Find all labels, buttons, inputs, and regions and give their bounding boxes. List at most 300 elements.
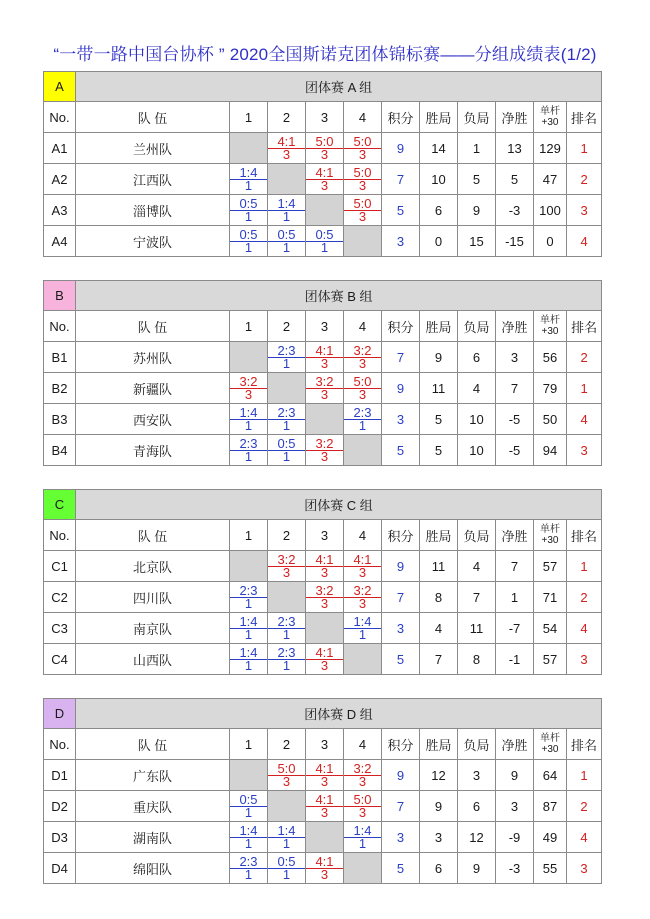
- header-breaks-line2: +30: [541, 744, 559, 755]
- match-score: 5:0: [344, 167, 381, 180]
- team-rank: 1: [567, 551, 602, 582]
- header-opponent-4: 4: [344, 729, 382, 760]
- match-result: [268, 435, 306, 466]
- group-label: B: [44, 281, 76, 311]
- match-points: 3: [358, 773, 367, 789]
- match-score: 3:2: [306, 438, 343, 451]
- match-points: 3: [320, 355, 329, 371]
- team-rank: 3: [567, 853, 602, 884]
- match-points: 3: [320, 595, 329, 611]
- match-result: [306, 644, 344, 675]
- header-lost: 负局: [458, 729, 496, 760]
- header-points: 积分: [382, 311, 420, 342]
- header-opponent-3: 3: [306, 102, 344, 133]
- header-points: 积分: [382, 520, 420, 551]
- team-lost: 4: [458, 373, 496, 404]
- match-points: 1: [282, 208, 291, 224]
- match-result: [344, 342, 382, 373]
- header-opponent-2: 2: [268, 520, 306, 551]
- team-lost: 9: [458, 853, 496, 884]
- match-score: 4:1: [306, 647, 343, 660]
- match-score: 1:4: [268, 198, 305, 211]
- match-result: [306, 760, 344, 791]
- match-score: 3:2: [306, 585, 343, 598]
- team-won: 0: [420, 226, 458, 257]
- header-no: No.: [44, 520, 76, 551]
- team-won: 11: [420, 373, 458, 404]
- team-lost: 1: [458, 133, 496, 164]
- team-no: A1: [44, 133, 76, 164]
- team-points: 7: [382, 342, 420, 373]
- team-won: 9: [420, 342, 458, 373]
- header-opponent-3: 3: [306, 729, 344, 760]
- group-table-b: [43, 280, 602, 466]
- match-points: 1: [282, 866, 291, 882]
- match-result: [230, 435, 268, 466]
- match-score: 1:4: [230, 825, 267, 838]
- team-won: 5: [420, 404, 458, 435]
- team-row: [44, 644, 602, 675]
- group-title: 团体赛 A 组: [76, 72, 602, 102]
- match-points: 1: [244, 417, 253, 433]
- header-breaks-line1: 单杆: [540, 733, 560, 744]
- match-score: 0:5: [230, 229, 267, 242]
- match-score: 5:0: [306, 136, 343, 149]
- team-name: 新疆队: [76, 373, 230, 404]
- team-net: -3: [496, 195, 534, 226]
- team-rank: 2: [567, 342, 602, 373]
- team-lost: 6: [458, 342, 496, 373]
- match-score: 1:4: [230, 616, 267, 629]
- match-result: [306, 226, 344, 257]
- self-match-cell: [230, 133, 268, 164]
- team-net: 7: [496, 551, 534, 582]
- match-result: [306, 133, 344, 164]
- team-points: 5: [382, 644, 420, 675]
- team-name: 淄博队: [76, 195, 230, 226]
- match-score: 0:5: [268, 856, 305, 869]
- team-net: 3: [496, 342, 534, 373]
- team-net: 3: [496, 791, 534, 822]
- header-lost: 负局: [458, 102, 496, 133]
- team-points: 9: [382, 760, 420, 791]
- header-rank: 排名: [567, 102, 602, 133]
- match-points: 3: [320, 448, 329, 464]
- match-points: 1: [358, 417, 367, 433]
- team-name: 江西队: [76, 164, 230, 195]
- team-no: D3: [44, 822, 76, 853]
- header-won: 胜局: [420, 102, 458, 133]
- match-points: 1: [282, 657, 291, 673]
- team-points: 7: [382, 164, 420, 195]
- match-points: 3: [358, 177, 367, 193]
- match-points: 1: [358, 626, 367, 642]
- self-match-cell: [268, 582, 306, 613]
- header-rank: 排名: [567, 729, 602, 760]
- header-lost: 负局: [458, 311, 496, 342]
- team-won: 14: [420, 133, 458, 164]
- header-team: 队 伍: [76, 102, 230, 133]
- team-breaks: 129: [534, 133, 567, 164]
- match-points: 1: [282, 355, 291, 371]
- team-lost: 10: [458, 435, 496, 466]
- team-breaks: 55: [534, 853, 567, 884]
- header-breaks: [534, 729, 567, 760]
- team-won: 11: [420, 551, 458, 582]
- header-opponent-4: 4: [344, 311, 382, 342]
- header-net: 净胜: [496, 102, 534, 133]
- team-name: 山西队: [76, 644, 230, 675]
- group-table-a: [43, 71, 602, 257]
- match-result: [230, 404, 268, 435]
- match-points: 1: [282, 239, 291, 255]
- match-score: 5:0: [268, 763, 305, 776]
- match-result: [344, 613, 382, 644]
- header-net: 净胜: [496, 520, 534, 551]
- match-score: 4:1: [306, 794, 343, 807]
- group-title: 团体赛 C 组: [76, 490, 602, 520]
- match-points: 1: [282, 835, 291, 851]
- group-title: 团体赛 B 组: [76, 281, 602, 311]
- header-opponent-1: 1: [230, 729, 268, 760]
- header-breaks-line1: 单杆: [540, 524, 560, 535]
- match-points: 1: [282, 417, 291, 433]
- match-result: [268, 404, 306, 435]
- match-points: 1: [244, 448, 253, 464]
- group-table-d: [43, 698, 602, 884]
- header-opponent-1: 1: [230, 102, 268, 133]
- team-breaks: 49: [534, 822, 567, 853]
- match-score: 4:1: [306, 167, 343, 180]
- team-lost: 11: [458, 613, 496, 644]
- match-score: 0:5: [230, 198, 267, 211]
- team-name: 青海队: [76, 435, 230, 466]
- self-match-cell: [306, 822, 344, 853]
- team-breaks: 50: [534, 404, 567, 435]
- match-points: 3: [358, 386, 367, 402]
- match-points: 3: [358, 595, 367, 611]
- header-breaks: [534, 311, 567, 342]
- team-breaks: 79: [534, 373, 567, 404]
- team-name: 苏州队: [76, 342, 230, 373]
- team-breaks: 57: [534, 551, 567, 582]
- match-score: 0:5: [306, 229, 343, 242]
- team-name: 湖南队: [76, 822, 230, 853]
- team-points: 3: [382, 822, 420, 853]
- match-result: [268, 613, 306, 644]
- team-no: B3: [44, 404, 76, 435]
- header-won: 胜局: [420, 311, 458, 342]
- header-points: 积分: [382, 729, 420, 760]
- match-score: 3:2: [306, 376, 343, 389]
- header-opponent-2: 2: [268, 102, 306, 133]
- team-name: 兰州队: [76, 133, 230, 164]
- team-net: -3: [496, 853, 534, 884]
- match-result: [344, 164, 382, 195]
- match-points: 3: [358, 146, 367, 162]
- self-match-cell: [344, 226, 382, 257]
- team-row: [44, 435, 602, 466]
- match-points: 1: [244, 595, 253, 611]
- team-no: A2: [44, 164, 76, 195]
- header-net: 净胜: [496, 729, 534, 760]
- team-won: 12: [420, 760, 458, 791]
- group-title: 团体赛 D 组: [76, 699, 602, 729]
- match-result: [344, 822, 382, 853]
- match-result: [268, 644, 306, 675]
- header-rank: 排名: [567, 520, 602, 551]
- team-name: 绵阳队: [76, 853, 230, 884]
- team-no: C4: [44, 644, 76, 675]
- team-lost: 6: [458, 791, 496, 822]
- match-result: [344, 582, 382, 613]
- team-lost: 5: [458, 164, 496, 195]
- match-result: [230, 226, 268, 257]
- team-lost: 8: [458, 644, 496, 675]
- match-result: [306, 853, 344, 884]
- team-row: [44, 791, 602, 822]
- match-score: 4:1: [306, 856, 343, 869]
- team-no: C1: [44, 551, 76, 582]
- match-result: [230, 373, 268, 404]
- team-rank: 1: [567, 373, 602, 404]
- self-match-cell: [268, 373, 306, 404]
- team-won: 7: [420, 644, 458, 675]
- group-label: C: [44, 490, 76, 520]
- team-rank: 4: [567, 404, 602, 435]
- match-result: [306, 791, 344, 822]
- team-net: 13: [496, 133, 534, 164]
- match-result: [306, 435, 344, 466]
- match-points: 1: [282, 626, 291, 642]
- match-points: 1: [282, 448, 291, 464]
- header-opponent-1: 1: [230, 311, 268, 342]
- match-score: 2:3: [268, 407, 305, 420]
- match-score: 1:4: [230, 647, 267, 660]
- match-result: [230, 822, 268, 853]
- match-score: 0:5: [268, 438, 305, 451]
- team-breaks: 94: [534, 435, 567, 466]
- team-points: 3: [382, 226, 420, 257]
- match-points: 3: [244, 386, 253, 402]
- header-breaks-line1: 单杆: [540, 106, 560, 117]
- team-points: 9: [382, 551, 420, 582]
- self-match-cell: [306, 195, 344, 226]
- team-row: [44, 551, 602, 582]
- team-won: 8: [420, 582, 458, 613]
- team-breaks: 64: [534, 760, 567, 791]
- team-lost: 9: [458, 195, 496, 226]
- match-score: 5:0: [344, 198, 381, 211]
- header-lost: 负局: [458, 520, 496, 551]
- team-no: C3: [44, 613, 76, 644]
- match-points: 1: [244, 804, 253, 820]
- team-rank: 3: [567, 644, 602, 675]
- header-breaks-line2: +30: [541, 117, 559, 128]
- match-score: 4:1: [306, 554, 343, 567]
- header-won: 胜局: [420, 520, 458, 551]
- team-name: 广东队: [76, 760, 230, 791]
- match-points: 3: [320, 564, 329, 580]
- team-row: [44, 853, 602, 884]
- match-result: [230, 644, 268, 675]
- self-match-cell: [230, 760, 268, 791]
- team-rank: 3: [567, 435, 602, 466]
- match-result: [306, 342, 344, 373]
- team-won: 6: [420, 853, 458, 884]
- match-result: [344, 760, 382, 791]
- header-rank: 排名: [567, 311, 602, 342]
- team-no: D4: [44, 853, 76, 884]
- match-points: 3: [320, 177, 329, 193]
- team-rank: 2: [567, 164, 602, 195]
- team-rank: 1: [567, 133, 602, 164]
- team-row: [44, 404, 602, 435]
- match-result: [268, 226, 306, 257]
- team-breaks: 47: [534, 164, 567, 195]
- match-points: 1: [320, 239, 329, 255]
- team-lost: 15: [458, 226, 496, 257]
- team-name: 南京队: [76, 613, 230, 644]
- team-breaks: 71: [534, 582, 567, 613]
- team-points: 9: [382, 373, 420, 404]
- match-score: 5:0: [344, 376, 381, 389]
- match-score: 1:4: [268, 825, 305, 838]
- team-points: 5: [382, 853, 420, 884]
- match-score: 1:4: [230, 407, 267, 420]
- header-opponent-4: 4: [344, 102, 382, 133]
- team-name: 北京队: [76, 551, 230, 582]
- self-match-cell: [306, 404, 344, 435]
- match-result: [268, 853, 306, 884]
- match-points: 3: [282, 564, 291, 580]
- team-net: -5: [496, 404, 534, 435]
- match-result: [268, 342, 306, 373]
- team-lost: 10: [458, 404, 496, 435]
- team-row: [44, 613, 602, 644]
- team-net: -15: [496, 226, 534, 257]
- team-rank: 3: [567, 195, 602, 226]
- match-score: 2:3: [268, 345, 305, 358]
- team-points: 3: [382, 613, 420, 644]
- team-row: [44, 342, 602, 373]
- team-breaks: 87: [534, 791, 567, 822]
- header-opponent-3: 3: [306, 520, 344, 551]
- match-result: [268, 133, 306, 164]
- team-row: [44, 373, 602, 404]
- header-breaks-line1: 单杆: [540, 315, 560, 326]
- match-result: [268, 822, 306, 853]
- match-score: 0:5: [268, 229, 305, 242]
- team-won: 9: [420, 791, 458, 822]
- match-result: [230, 853, 268, 884]
- match-result: [306, 551, 344, 582]
- match-result: [268, 551, 306, 582]
- header-no: No.: [44, 311, 76, 342]
- match-score: 1:4: [344, 825, 381, 838]
- header-opponent-2: 2: [268, 311, 306, 342]
- team-points: 7: [382, 582, 420, 613]
- header-opponent-4: 4: [344, 520, 382, 551]
- match-points: 3: [282, 773, 291, 789]
- match-points: 1: [244, 626, 253, 642]
- team-points: 3: [382, 404, 420, 435]
- match-points: 3: [358, 355, 367, 371]
- match-points: 1: [244, 177, 253, 193]
- header-net: 净胜: [496, 311, 534, 342]
- match-points: 3: [320, 386, 329, 402]
- team-net: -5: [496, 435, 534, 466]
- header-breaks: [534, 520, 567, 551]
- team-lost: 4: [458, 551, 496, 582]
- team-points: 9: [382, 133, 420, 164]
- team-won: 4: [420, 613, 458, 644]
- team-row: [44, 760, 602, 791]
- header-breaks-line2: +30: [541, 326, 559, 337]
- header-won: 胜局: [420, 729, 458, 760]
- group-table-c: [43, 489, 602, 675]
- header-team: 队 伍: [76, 520, 230, 551]
- match-result: [230, 582, 268, 613]
- team-name: 宁波队: [76, 226, 230, 257]
- group-label: D: [44, 699, 76, 729]
- team-net: -1: [496, 644, 534, 675]
- match-score: 2:3: [230, 438, 267, 451]
- team-points: 5: [382, 435, 420, 466]
- match-points: 3: [358, 208, 367, 224]
- self-match-cell: [344, 853, 382, 884]
- team-net: -7: [496, 613, 534, 644]
- team-no: B4: [44, 435, 76, 466]
- match-score: 5:0: [344, 136, 381, 149]
- match-result: [344, 551, 382, 582]
- match-result: [344, 373, 382, 404]
- group-label: A: [44, 72, 76, 102]
- match-score: 3:2: [230, 376, 267, 389]
- match-result: [344, 133, 382, 164]
- match-points: 3: [320, 146, 329, 162]
- match-points: 1: [244, 239, 253, 255]
- header-no: No.: [44, 729, 76, 760]
- match-score: 3:2: [268, 554, 305, 567]
- team-rank: 4: [567, 226, 602, 257]
- match-result: [344, 404, 382, 435]
- team-won: 6: [420, 195, 458, 226]
- self-match-cell: [344, 644, 382, 675]
- team-rank: 2: [567, 582, 602, 613]
- self-match-cell: [306, 613, 344, 644]
- header-no: No.: [44, 102, 76, 133]
- match-score: 1:4: [344, 616, 381, 629]
- self-match-cell: [230, 342, 268, 373]
- team-points: 7: [382, 791, 420, 822]
- match-points: 1: [358, 835, 367, 851]
- match-points: 3: [358, 804, 367, 820]
- match-points: 1: [244, 835, 253, 851]
- team-breaks: 57: [534, 644, 567, 675]
- match-score: 0:5: [230, 794, 267, 807]
- page-title: “一带一路中国台协杯 ” 2020全国斯诺克团体锦标赛——分组成绩表(1/2): [53, 45, 597, 64]
- team-rank: 4: [567, 613, 602, 644]
- match-result: [344, 791, 382, 822]
- team-row: [44, 822, 602, 853]
- header-opponent-1: 1: [230, 520, 268, 551]
- header-team: 队 伍: [76, 729, 230, 760]
- team-rank: 4: [567, 822, 602, 853]
- team-row: [44, 226, 602, 257]
- match-points: 1: [244, 208, 253, 224]
- team-lost: 7: [458, 582, 496, 613]
